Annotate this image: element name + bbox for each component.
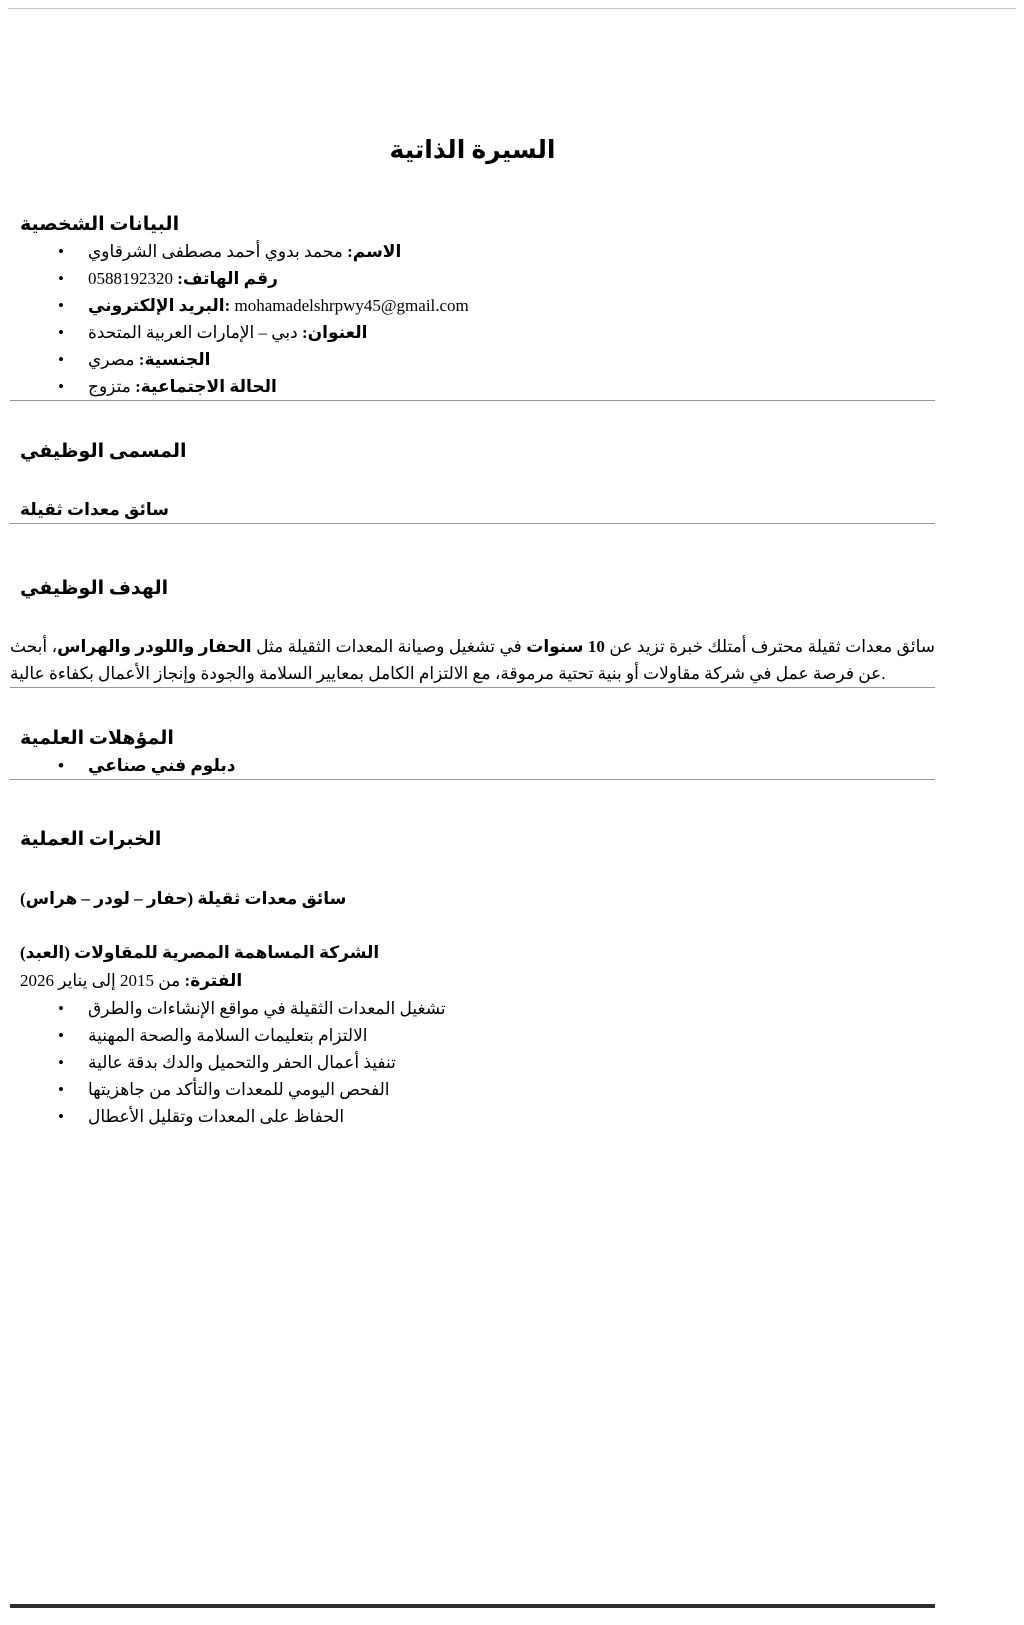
objective-bold-equipment: الحفار واللودر والهراس: [57, 637, 252, 656]
personal-item-phone: [88, 265, 935, 292]
section-heading-job-title: المسمى الوظيفي: [20, 441, 187, 462]
personal-value-name: محمد بدوي أحمد مصطفى الشرقاوي: [88, 242, 343, 261]
education-item: • دبلوم فني صناعي: [88, 752, 935, 779]
personal-item-email: [88, 292, 935, 319]
section-heading-education: المؤهلات العلمية: [20, 728, 174, 749]
section-heading-experience: الخبرات العملية: [20, 829, 162, 850]
personal-value-email: mohamadelshrpwy45@gmail.com: [234, 296, 469, 315]
duty-item: • الحفاظ على المعدات وتقليل الأعطال: [88, 1103, 935, 1130]
objective-text-segment: سائق معدات ثقيلة محترف أمتلك خبرة تزيد عن: [604, 637, 935, 656]
education-list: [10, 752, 935, 779]
cv-document: [10, 0, 935, 1130]
experience-role: سائق معدات ثقيلة (حفار – لودر – هراس): [20, 889, 347, 908]
objective-text-segment: ، أبحث عن فرصة عمل في شركة مقاولات أو بنية تحتية مرموقة، مع الالتزام الكامل بمعايير السلامة والجودة وإنجاز الأعمال بكفاءة عالية.: [10, 637, 886, 683]
objective-bold-years: 10 سنوات: [526, 637, 605, 656]
experience-duties-list: [10, 995, 935, 1130]
personal-value-phone: 0588192320: [88, 269, 173, 288]
duty-item: • تنفيذ أعمال الحفر والتحميل والدك بدقة عالية: [88, 1049, 935, 1076]
section-divider: [10, 687, 935, 688]
personal-value-address: دبي – الإمارات العربية المتحدة: [88, 323, 298, 342]
personal-item-name: [88, 238, 935, 265]
experience-period: [20, 967, 935, 995]
personal-label-phone: رقم الهاتف:: [173, 269, 278, 288]
duty-item: • الفحص اليومي للمعدات والتأكد من جاهزيتها: [88, 1076, 935, 1103]
duty-item: • الالتزام بتعليمات السلامة والصحة المهنية: [88, 1022, 935, 1049]
personal-label-marital-status: الحالة الاجتماعية:: [130, 377, 277, 396]
personal-value-marital-status: متزوج: [88, 377, 131, 396]
section-divider: [10, 779, 935, 780]
objective-text-segment: في تشغيل وصيانة المعدات الثقيلة مثل: [251, 637, 527, 656]
personal-label-email: البريد الإلكتروني:: [88, 296, 235, 315]
duty-item: • تشغيل المعدات الثقيلة في مواقع الإنشاءات والطرق: [88, 995, 935, 1022]
personal-label-nationality: الجنسية:: [134, 350, 211, 369]
experience-period-value: من 2015 إلى يناير 2026: [20, 971, 181, 990]
personal-item-marital-status: [88, 373, 935, 400]
personal-label-address: العنوان:: [297, 323, 368, 342]
section-heading-objective: الهدف الوظيفي: [20, 578, 169, 599]
personal-data-list: [10, 238, 935, 400]
section-divider: [10, 400, 935, 401]
section-heading-personal-data: البيانات الشخصية: [20, 214, 180, 235]
objective-paragraph: [10, 633, 935, 687]
experience-period-label: الفترة:: [180, 971, 243, 990]
page-title: السيرة الذاتية: [389, 137, 556, 164]
experience-company: الشركة المساهمة المصرية للمقاولات (العبد): [20, 943, 380, 962]
personal-item-address: [88, 319, 935, 346]
personal-value-nationality: مصري: [88, 350, 135, 369]
personal-label-name: الاسم:: [342, 242, 402, 261]
page-bottom-border: [10, 1604, 935, 1608]
section-divider: [10, 523, 935, 524]
job-title-value: سائق معدات ثقيلة: [20, 500, 169, 519]
personal-item-nationality: [88, 346, 935, 373]
